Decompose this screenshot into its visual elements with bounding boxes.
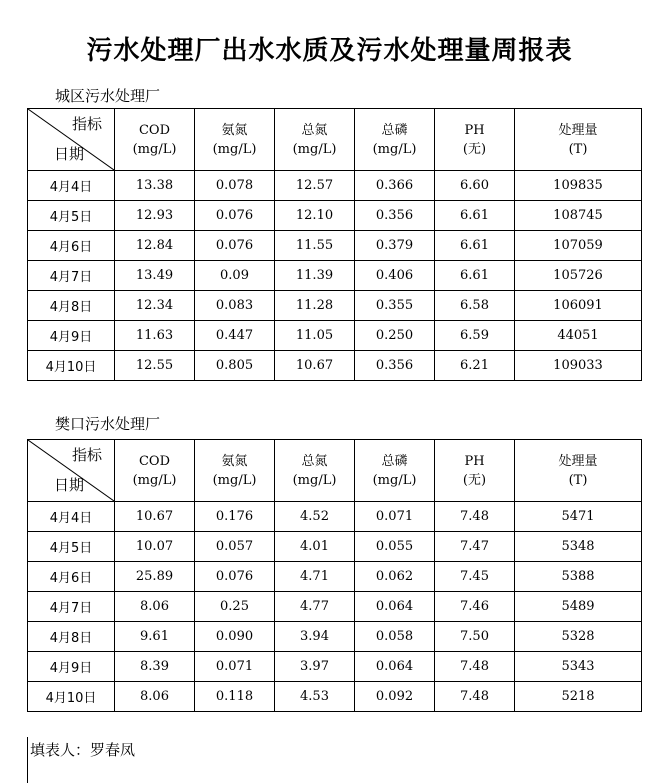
value-cell: 12.84 bbox=[115, 231, 195, 261]
value-cell: 7.48 bbox=[435, 502, 515, 532]
value-cell: 0.118 bbox=[195, 682, 275, 712]
value-cell: 7.48 bbox=[435, 682, 515, 712]
value-cell: 3.94 bbox=[275, 622, 355, 652]
date-cell: 4月6日 bbox=[28, 562, 115, 592]
value-cell: 5388 bbox=[515, 562, 642, 592]
value-cell: 6.61 bbox=[435, 201, 515, 231]
value-cell: 0.062 bbox=[355, 562, 435, 592]
value-cell: 12.55 bbox=[115, 351, 195, 381]
value-cell: 6.61 bbox=[435, 261, 515, 291]
value-cell: 0.092 bbox=[355, 682, 435, 712]
column-header bbox=[355, 109, 435, 171]
value-cell: 0.083 bbox=[195, 291, 275, 321]
value-cell: 0.090 bbox=[195, 622, 275, 652]
table-row bbox=[28, 622, 642, 652]
value-cell: 6.60 bbox=[435, 171, 515, 201]
table-row bbox=[28, 231, 642, 261]
value-cell: 106091 bbox=[515, 291, 642, 321]
value-cell: 6.21 bbox=[435, 351, 515, 381]
value-cell: 5343 bbox=[515, 652, 642, 682]
date-cell: 4月5日 bbox=[28, 201, 115, 231]
column-header bbox=[275, 440, 355, 502]
value-cell: 11.39 bbox=[275, 261, 355, 291]
column-header bbox=[515, 440, 642, 502]
value-cell: 4.53 bbox=[275, 682, 355, 712]
column-name: 处理量 bbox=[558, 453, 598, 469]
table-row bbox=[28, 351, 642, 381]
date-cell: 4月5日 bbox=[28, 532, 115, 562]
value-cell: 0.071 bbox=[355, 502, 435, 532]
column-name: 总磷 bbox=[381, 453, 408, 469]
value-cell: 10.67 bbox=[115, 502, 195, 532]
value-cell: 0.057 bbox=[195, 532, 275, 562]
table-row bbox=[28, 261, 642, 291]
column-unit: (mg/L) bbox=[132, 472, 177, 488]
section-label-fankou: 樊口污水处理厂 bbox=[55, 415, 161, 433]
date-cell: 4月4日 bbox=[28, 502, 115, 532]
indicator-label: 指标 bbox=[71, 446, 102, 464]
value-cell: 0.356 bbox=[355, 201, 435, 231]
column-header bbox=[115, 109, 195, 171]
value-cell: 0.406 bbox=[355, 261, 435, 291]
table-row bbox=[28, 291, 642, 321]
table-row bbox=[28, 321, 642, 351]
column-header bbox=[195, 440, 275, 502]
section-label-chengqu: 城区污水处理厂 bbox=[55, 87, 161, 105]
date-cell: 4月9日 bbox=[28, 321, 115, 351]
column-unit: (mg/L) bbox=[292, 472, 337, 488]
column-unit: (T) bbox=[568, 472, 588, 488]
value-cell: 0.064 bbox=[355, 592, 435, 622]
column-name: PH bbox=[464, 453, 485, 469]
date-cell: 4月10日 bbox=[28, 682, 115, 712]
value-cell: 0.25 bbox=[195, 592, 275, 622]
indicator-label: 指标 bbox=[71, 115, 102, 133]
value-cell: 11.05 bbox=[275, 321, 355, 351]
value-cell: 5218 bbox=[515, 682, 642, 712]
table-chengqu bbox=[27, 108, 642, 381]
column-header bbox=[115, 440, 195, 502]
value-cell: 0.447 bbox=[195, 321, 275, 351]
value-cell: 0.805 bbox=[195, 351, 275, 381]
value-cell: 3.97 bbox=[275, 652, 355, 682]
column-unit: (T) bbox=[568, 141, 588, 157]
value-cell: 10.07 bbox=[115, 532, 195, 562]
value-cell: 0.379 bbox=[355, 231, 435, 261]
value-cell: 9.61 bbox=[115, 622, 195, 652]
table-row bbox=[28, 502, 642, 532]
value-cell: 5471 bbox=[515, 502, 642, 532]
value-cell: 8.06 bbox=[115, 682, 195, 712]
value-cell: 11.28 bbox=[275, 291, 355, 321]
value-cell: 0.055 bbox=[355, 532, 435, 562]
value-cell: 44051 bbox=[515, 321, 642, 351]
value-cell: 8.39 bbox=[115, 652, 195, 682]
date-cell: 4月10日 bbox=[28, 351, 115, 381]
column-unit: (mg/L) bbox=[292, 141, 337, 157]
table-fankou bbox=[27, 439, 642, 712]
value-cell: 0.076 bbox=[195, 562, 275, 592]
date-label: 日期 bbox=[54, 145, 85, 163]
column-unit: (无) bbox=[462, 141, 487, 157]
date-cell: 4月8日 bbox=[28, 291, 115, 321]
table-row bbox=[28, 682, 642, 712]
column-unit: (mg/L) bbox=[372, 472, 417, 488]
column-header bbox=[275, 109, 355, 171]
column-name: 氨氮 bbox=[221, 453, 248, 469]
value-cell: 6.61 bbox=[435, 231, 515, 261]
value-cell: 0.250 bbox=[355, 321, 435, 351]
column-name: 总氮 bbox=[301, 122, 328, 138]
value-cell: 0.076 bbox=[195, 231, 275, 261]
table-row bbox=[28, 592, 642, 622]
value-cell: 7.47 bbox=[435, 532, 515, 562]
date-cell: 4月6日 bbox=[28, 231, 115, 261]
value-cell: 5489 bbox=[515, 592, 642, 622]
value-cell: 108745 bbox=[515, 201, 642, 231]
table-row bbox=[28, 652, 642, 682]
column-header bbox=[195, 109, 275, 171]
column-name: COD bbox=[138, 453, 171, 469]
column-header bbox=[435, 440, 515, 502]
date-cell: 4月9日 bbox=[28, 652, 115, 682]
report-title: 污水处理厂出水水质及污水处理量周报表 bbox=[86, 36, 573, 66]
date-cell: 4月7日 bbox=[28, 261, 115, 291]
value-cell: 109033 bbox=[515, 351, 642, 381]
value-cell: 7.50 bbox=[435, 622, 515, 652]
value-cell: 12.34 bbox=[115, 291, 195, 321]
column-unit: (mg/L) bbox=[212, 472, 257, 488]
value-cell: 0.366 bbox=[355, 171, 435, 201]
value-cell: 0.076 bbox=[195, 201, 275, 231]
value-cell: 0.058 bbox=[355, 622, 435, 652]
value-cell: 4.52 bbox=[275, 502, 355, 532]
date-cell: 4月8日 bbox=[28, 622, 115, 652]
value-cell: 7.48 bbox=[435, 652, 515, 682]
column-name: 氨氮 bbox=[221, 122, 248, 138]
column-unit: (mg/L) bbox=[132, 141, 177, 157]
table-row bbox=[28, 201, 642, 231]
value-cell: 0.176 bbox=[195, 502, 275, 532]
value-cell: 10.67 bbox=[275, 351, 355, 381]
value-cell: 6.58 bbox=[435, 291, 515, 321]
value-cell: 105726 bbox=[515, 261, 642, 291]
value-cell: 25.89 bbox=[115, 562, 195, 592]
value-cell: 0.356 bbox=[355, 351, 435, 381]
table-row bbox=[28, 562, 642, 592]
header-row bbox=[28, 440, 642, 502]
column-name: 总氮 bbox=[301, 453, 328, 469]
column-name: PH bbox=[464, 122, 485, 138]
column-name: COD bbox=[138, 122, 171, 138]
value-cell: 13.38 bbox=[115, 171, 195, 201]
column-header bbox=[515, 109, 642, 171]
date-cell: 4月7日 bbox=[28, 592, 115, 622]
table-row bbox=[28, 171, 642, 201]
date-label: 日期 bbox=[54, 476, 85, 494]
column-header bbox=[355, 440, 435, 502]
value-cell: 6.59 bbox=[435, 321, 515, 351]
value-cell: 0.078 bbox=[195, 171, 275, 201]
date-cell: 4月4日 bbox=[28, 171, 115, 201]
value-cell: 109835 bbox=[515, 171, 642, 201]
diagonal-header-cell bbox=[28, 109, 115, 171]
value-cell: 0.071 bbox=[195, 652, 275, 682]
value-cell: 7.45 bbox=[435, 562, 515, 592]
value-cell: 0.09 bbox=[195, 261, 275, 291]
value-cell: 13.49 bbox=[115, 261, 195, 291]
value-cell: 0.064 bbox=[355, 652, 435, 682]
value-cell: 8.06 bbox=[115, 592, 195, 622]
value-cell: 0.355 bbox=[355, 291, 435, 321]
diagonal-header-cell bbox=[28, 440, 115, 502]
column-name: 处理量 bbox=[558, 122, 598, 138]
column-unit: (无) bbox=[462, 472, 487, 488]
value-cell: 107059 bbox=[515, 231, 642, 261]
table-row bbox=[28, 532, 642, 562]
value-cell: 4.77 bbox=[275, 592, 355, 622]
value-cell: 12.10 bbox=[275, 201, 355, 231]
value-cell: 11.55 bbox=[275, 231, 355, 261]
value-cell: 12.93 bbox=[115, 201, 195, 231]
column-unit: (mg/L) bbox=[372, 141, 417, 157]
value-cell: 11.63 bbox=[115, 321, 195, 351]
filler-label: 填表人：罗春凤 bbox=[27, 737, 135, 783]
header-row bbox=[28, 109, 642, 171]
value-cell: 4.01 bbox=[275, 532, 355, 562]
value-cell: 12.57 bbox=[275, 171, 355, 201]
column-name: 总磷 bbox=[381, 122, 408, 138]
column-unit: (mg/L) bbox=[212, 141, 257, 157]
value-cell: 4.71 bbox=[275, 562, 355, 592]
value-cell: 7.46 bbox=[435, 592, 515, 622]
column-header bbox=[435, 109, 515, 171]
value-cell: 5328 bbox=[515, 622, 642, 652]
value-cell: 5348 bbox=[515, 532, 642, 562]
